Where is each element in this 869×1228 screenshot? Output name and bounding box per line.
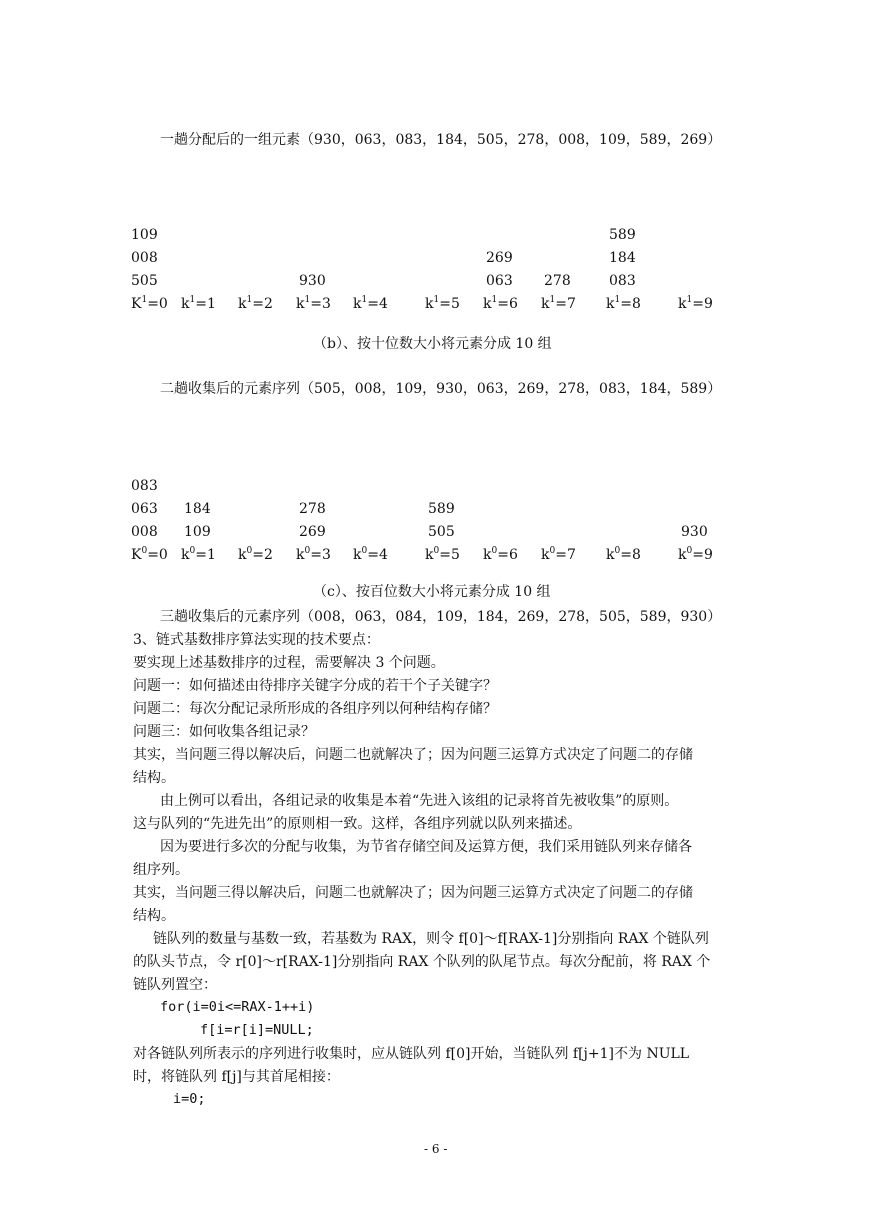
bucket-value: 505 xyxy=(428,524,455,540)
bucket-key-6: $k^0=6$ xyxy=(483,546,518,563)
bucket-value: 269 xyxy=(486,250,513,266)
paragraph-1-line-1: 其实，当问题三得以解决后，问题二也就解决了；因为问题三运算方式决定了问题二的存储 xyxy=(133,747,693,763)
bucket-value: 063 xyxy=(486,273,513,289)
paragraph-6-line-1: 对各链队列所表示的序列进行收集时，应从链队列 f[0]开始，当链队列 f[j+1]不为 NULL xyxy=(133,1046,690,1062)
bucket-value: 278 xyxy=(299,501,326,517)
bucket-key-5: $k^1=5$ xyxy=(425,295,460,312)
bucket-key-9: $k^1=9$ xyxy=(678,295,713,312)
bucket-value: 269 xyxy=(299,524,326,540)
section-intro: 要实现上述基数排序的过程，需要解决 3 个问题。 xyxy=(133,655,445,671)
bucket-key-8: $k^0=8$ xyxy=(606,546,641,563)
bucket-key-2: $k^0=2$ xyxy=(238,546,273,563)
question-2: 问题二：每次分配记录所形成的各组序列以何种结构存储？ xyxy=(133,701,497,717)
paragraph-5-line-1: 链队列的数量与基数一致，若基数为 RAX，则令 f[0]～f[RAX-1]分别指向 RAX 个链队列 xyxy=(153,931,709,947)
paragraph-5-line-2: 的队头节点，令 r[0]～r[RAX-1]分别指向 RAX 个队列的队尾节点。每次分配前，将 RAX 个 xyxy=(133,954,711,970)
page-number: - 6 - xyxy=(424,1142,448,1156)
bucket-key-3: $k^1=3$ xyxy=(296,295,331,312)
sequence-after-pass1: 一趟分配后的一组元素（930，063，083，184，505，278，008，109，589，269） xyxy=(160,132,722,148)
paragraph-4-line-1: 其实，当问题三得以解决后，问题二也就解决了；因为问题三运算方式决定了问题二的存储 xyxy=(133,885,693,901)
bucket-value: 589 xyxy=(428,501,455,517)
caption-c: （c）、按百位数大小将元素分成 10 组 xyxy=(313,584,551,600)
bucket-key-9: $k^0=9$ xyxy=(678,546,713,563)
sequence-after-pass3: 三趟收集后的元素序列（008，063，084，109，184，269，278，505，589，930） xyxy=(160,609,722,625)
paragraph-3-line-1: 因为要进行多次的分配与收集，为节省存储空间及运算方便，我们采用链队列来存储各 xyxy=(160,839,692,855)
bucket-value: 930 xyxy=(681,524,708,540)
question-3: 问题三：如何收集各组记录？ xyxy=(133,724,315,740)
paragraph-5-line-3: 链队列置空： xyxy=(133,977,217,993)
section-heading: 3、链式基数排序算法实现的技术要点： xyxy=(133,632,380,648)
paragraph-6-line-2: 时，将链队列 f[j]与其首尾相接： xyxy=(133,1069,340,1085)
code-line-for: for(i=0i<=RAX-1++i) xyxy=(160,999,315,1015)
bucket-key-1: $k^1=1$ xyxy=(181,295,216,312)
paragraph-3-line-2: 组序列。 xyxy=(133,862,189,878)
bucket-key-7: $k^0=7$ xyxy=(541,546,576,563)
sequence-after-pass2: 二趟收集后的元素序列（505，008，109，930，063，269，278，083，184，589） xyxy=(160,381,722,397)
paragraph-1-line-2: 结构。 xyxy=(133,770,175,786)
bucket-value: 083 xyxy=(609,273,636,289)
paragraph-2-line-2: 这与队列的“先进先出”的原则相一致。这样，各组序列就以队列来描述。 xyxy=(133,816,582,832)
paragraph-2-line-1: 由上例可以看出，各组记录的收集是本着“先进入该组的记录将首先被收集”的原则。 xyxy=(160,793,679,809)
bucket-value: 109 xyxy=(184,524,211,540)
bucket-value: 063 xyxy=(131,501,158,517)
bucket-key-6: $k^1=6$ xyxy=(483,295,518,312)
bucket-value: 008 xyxy=(131,524,158,540)
bucket-key-7: $k^1=7$ xyxy=(541,295,576,312)
bucket-value: 184 xyxy=(184,501,211,517)
bucket-key-1: $k^0=1$ xyxy=(181,546,216,563)
code-line-assign: f[i=r[i]=NULL; xyxy=(200,1022,314,1038)
bucket-value: 930 xyxy=(299,273,326,289)
bucket-key-5: $k^0=5$ xyxy=(425,546,460,563)
bucket-key-3: $k^0=3$ xyxy=(296,546,331,563)
bucket-value: 589 xyxy=(609,227,636,243)
caption-b: （b）、按十位数大小将元素分成 10 组 xyxy=(313,336,552,352)
bucket-key-4: $k^1=4$ xyxy=(353,295,388,312)
bucket-value: 278 xyxy=(544,273,571,289)
question-1: 问题一：如何描述由待排序关键字分成的若干个子关键字？ xyxy=(133,678,497,694)
bucket-key-0: $K^0=0$ xyxy=(131,546,168,563)
distribution-table-hundreds xyxy=(0,0,869,1)
bucket-value: 109 xyxy=(131,227,158,243)
bucket-key-0: $K^1=0$ xyxy=(131,295,168,312)
bucket-key-8: $k^1=8$ xyxy=(606,295,641,312)
bucket-key-2: $k^1=2$ xyxy=(238,295,273,312)
bucket-value: 083 xyxy=(131,478,158,494)
bucket-value: 505 xyxy=(131,273,158,289)
bucket-value: 184 xyxy=(609,250,636,266)
code-line-init: i=0; xyxy=(173,1091,206,1107)
paragraph-4-line-2: 结构。 xyxy=(133,908,175,924)
bucket-value: 008 xyxy=(131,250,158,266)
bucket-key-4: $k^0=4$ xyxy=(353,546,388,563)
